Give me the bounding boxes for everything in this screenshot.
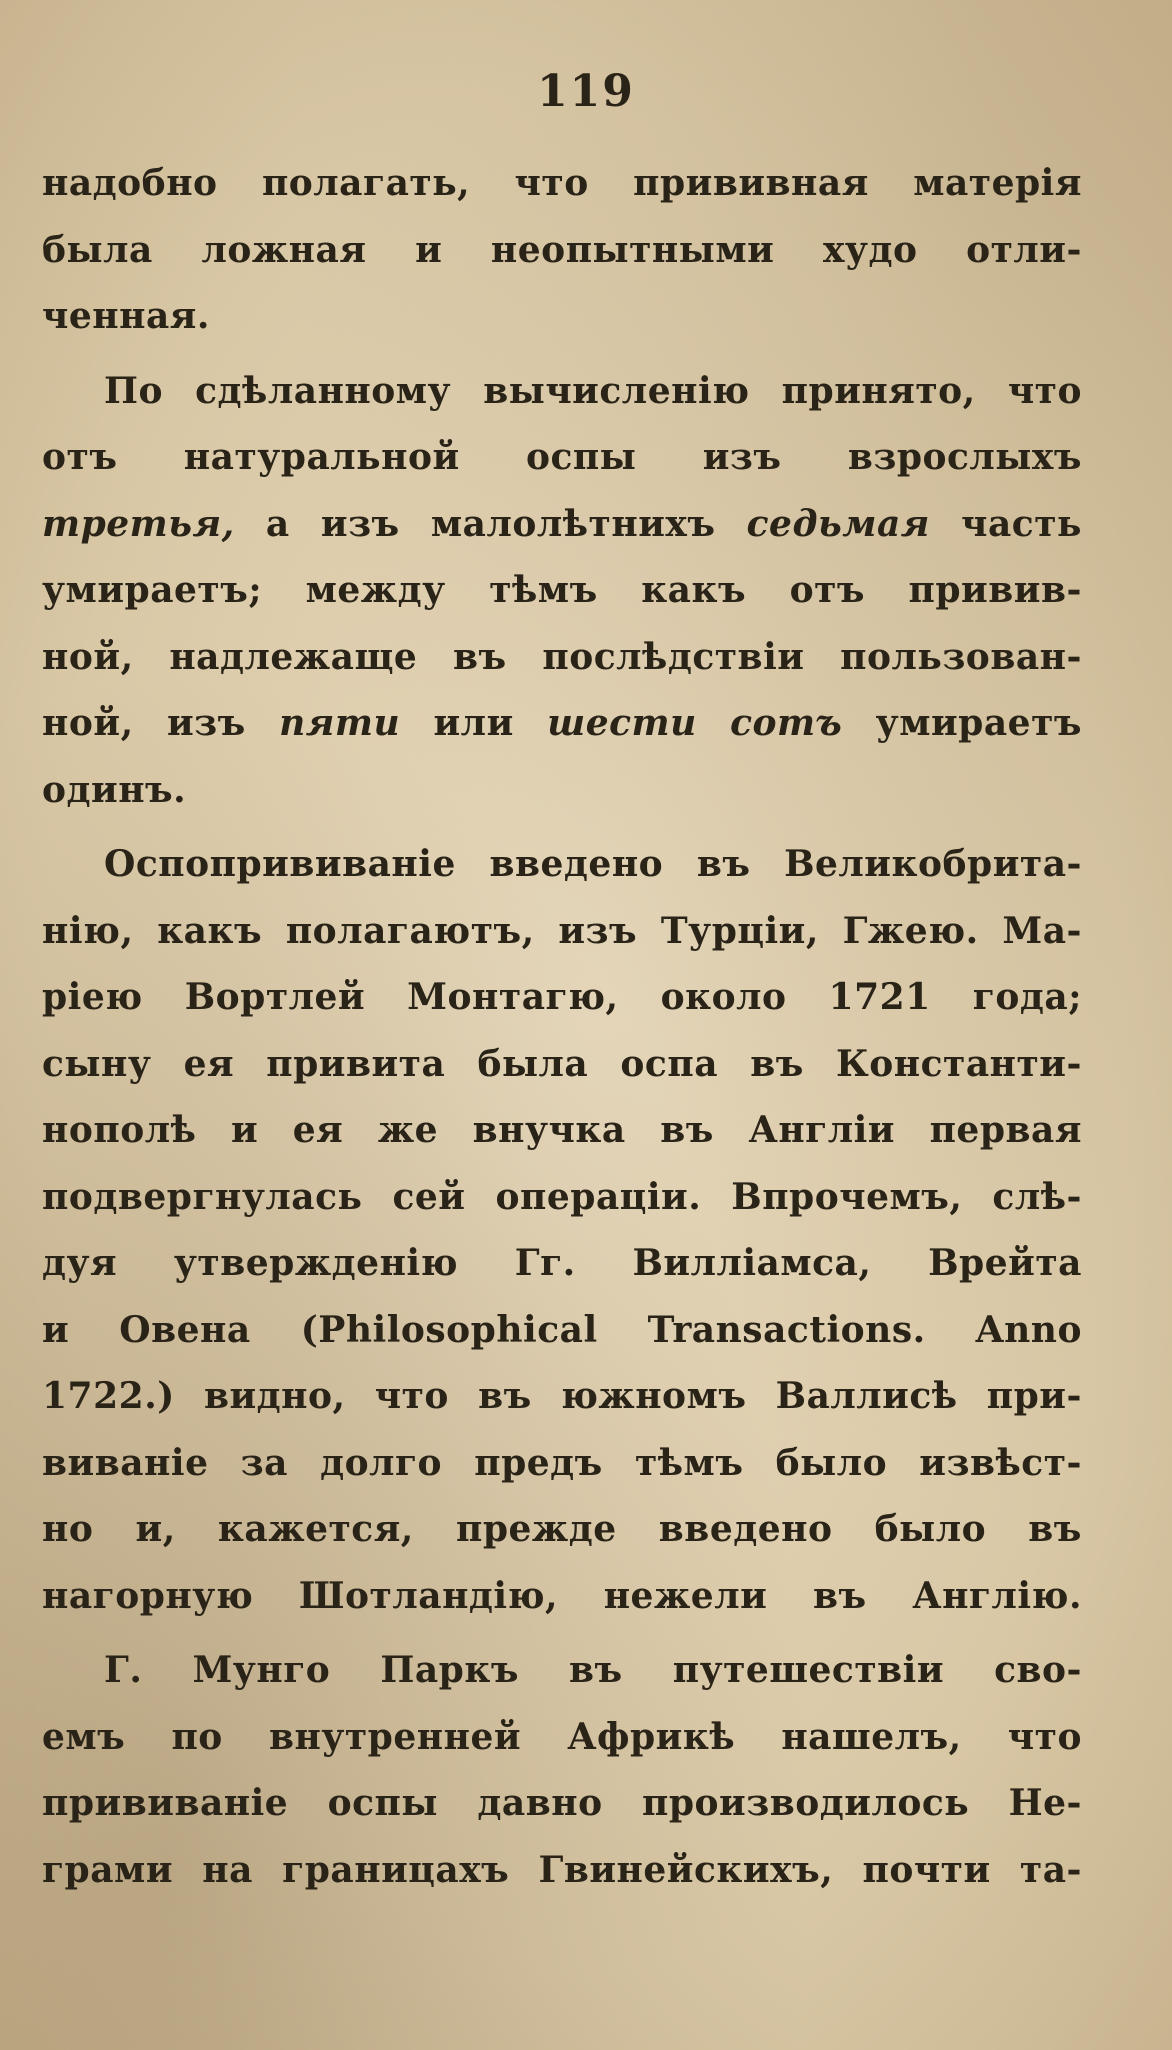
word: вычисленію [483,369,750,412]
word: а [265,502,290,545]
word: отли- [966,228,1082,271]
text-line [42,557,1082,624]
word: одинъ. [42,768,187,811]
word: отъ [789,569,866,611]
word: на [202,1848,253,1891]
word: Гжею. [842,909,979,952]
text-line [42,964,1082,1031]
word: Константи- [835,1042,1082,1085]
word: сдѣланному [195,369,452,412]
word: оспы [327,1782,438,1824]
word: въ [1028,1508,1082,1550]
word: Г. [104,1649,143,1691]
word: по [171,1715,223,1758]
word: первая [929,1109,1082,1151]
word: границахъ [282,1848,510,1891]
word: худо [822,228,918,271]
word: путешествіи [672,1649,945,1691]
word: натуральной [183,436,460,478]
paragraph [42,1637,1082,1903]
word: какъ [641,569,747,611]
word: Паркъ [380,1649,519,1691]
word: въ [812,1574,867,1617]
word: предъ [474,1441,603,1484]
word: Великобрита- [784,843,1082,885]
word: привита [266,1042,446,1085]
text-line [42,424,1082,491]
word: тѣмъ [489,569,598,611]
word: въ [478,1375,532,1417]
word: ея [292,1109,344,1151]
word: ной, [42,702,134,744]
word: изъ [702,436,782,478]
word: По [104,369,164,412]
word: ной, [42,635,134,678]
word: Шотландію, [298,1574,559,1617]
word: отъ [42,436,118,478]
word: полагаютъ, [285,909,535,952]
word: нію, [42,909,134,952]
word: емъ [42,1715,126,1758]
word: сей [392,1175,466,1218]
word: полагать, [261,162,471,204]
word: что [1007,369,1082,412]
word: послѣдствіи [542,635,805,678]
text-line [42,1297,1082,1364]
word: слѣ- [992,1175,1082,1218]
word: Впрочемъ, [731,1175,963,1218]
word: что [1007,1715,1082,1758]
word: тѣмъ [634,1441,744,1484]
text-line [42,1704,1082,1771]
text-line [42,1164,1082,1231]
text-line [42,831,1082,898]
word: Оспопрививаніе [104,843,456,885]
word: Вортлей [184,976,366,1018]
word: введено [658,1508,833,1550]
word: дуя [42,1242,118,1284]
word: долго [320,1441,443,1484]
word: (Philosophical [300,1308,598,1351]
word: около [660,976,787,1018]
word: изъ [558,909,638,952]
word: въ [569,1649,623,1691]
word: умираетъ; [42,569,263,611]
word: что [514,162,589,204]
word: же [377,1109,439,1151]
word: въ [750,1042,804,1085]
paragraph-gap [42,350,1082,358]
word: Монтагю, [407,976,619,1018]
word: третья, [42,502,235,545]
text-line [42,1363,1082,1430]
word: часть [961,502,1082,545]
text-line [42,757,1082,824]
word: и [415,228,443,271]
word: было [874,1508,987,1550]
word: Вилліамса, [632,1242,872,1284]
word: 1721 [828,976,931,1018]
word: 1722.) [42,1375,175,1417]
word: нежели [603,1574,768,1617]
word: внутренней [268,1715,522,1758]
word: Гг. [514,1242,576,1284]
word: Anno [975,1308,1082,1351]
word: надобно [42,162,218,204]
word: ченная. [42,295,210,337]
paragraph [42,831,1082,1629]
word: но [42,1508,94,1550]
word: изъ [166,702,246,744]
word: Гвинейскихъ, [538,1848,834,1891]
word: изъ [320,502,400,545]
word: года; [972,976,1082,1018]
text-line [42,491,1082,558]
word: въ [696,843,751,885]
word: принято, [781,369,976,412]
word: грами [42,1848,174,1891]
word: Англію. [912,1574,1082,1617]
word: привив- [908,569,1082,611]
word: Турціи, [660,909,819,952]
text-line [42,690,1082,757]
word: нагорную [42,1574,254,1617]
text-line [42,1230,1082,1297]
text-line [42,283,1082,350]
text-line [42,1770,1082,1837]
text-line [42,150,1082,217]
word: какъ [157,909,263,952]
text-line [42,217,1082,284]
word: производилось [642,1782,970,1824]
word: и [230,1109,259,1151]
word: или [433,702,514,744]
word: ріею [42,976,143,1018]
word: Англіи [748,1109,895,1151]
word: ея [183,1042,235,1085]
word: Валлисѣ [775,1375,958,1417]
word: прививная [633,162,869,204]
paragraph [42,150,1082,350]
word: при- [986,1375,1082,1417]
word: давно [477,1782,603,1824]
text-line [42,1637,1082,1704]
word: неопытными [490,228,775,271]
word: пяти [279,702,401,744]
word: Врейта [928,1242,1082,1284]
word: седьмая [746,502,930,545]
text-line [42,1097,1082,1164]
word: внучка [472,1109,626,1151]
word: виваніе [42,1441,209,1484]
word: что [374,1375,449,1417]
page-number: 119 [537,66,635,117]
word: была [42,228,153,271]
text-line [42,1563,1082,1630]
word: въ [660,1109,714,1151]
word: Овена [119,1308,251,1351]
word: нополѣ [42,1109,197,1151]
text-line [42,898,1082,965]
word: было [775,1441,888,1484]
word: и, [135,1508,176,1550]
body-text [42,150,1082,1903]
word: сыну [42,1042,152,1085]
word: операціи. [495,1175,702,1218]
word: между [305,569,446,611]
word: нашелъ, [781,1715,962,1758]
word: Не- [1008,1782,1082,1824]
word: Африкѣ [567,1715,736,1758]
word: за [240,1441,288,1484]
word: утвержденію [173,1242,459,1284]
word: взрослыхъ [847,436,1082,478]
word: прежде [455,1508,617,1550]
word: видно, [203,1375,346,1417]
word: оспа [620,1042,719,1085]
word: и [42,1308,70,1351]
word: матерія [913,162,1082,204]
word: Transactions. [647,1308,926,1351]
word: почти [862,1848,991,1891]
word: кажется, [217,1508,414,1550]
paragraph [42,358,1082,824]
word: Мунго [192,1649,331,1691]
paragraph-gap [42,823,1082,831]
word: извѣст- [919,1441,1082,1484]
text-line [42,1031,1082,1098]
word: ложная [201,228,367,271]
text-line [42,1496,1082,1563]
paragraph-gap [42,1629,1082,1637]
word: оспы [526,436,637,478]
word: малолѣтнихъ [430,502,716,545]
text-line [42,358,1082,425]
word: южномъ [560,1375,747,1417]
text-line [42,1430,1082,1497]
word: та- [1019,1848,1082,1891]
word: прививаніе [42,1782,289,1824]
word: подвергнулась [42,1175,363,1218]
text-line [42,1837,1082,1904]
text-line [42,624,1082,691]
word: сотъ [730,702,843,744]
word: умираетъ [875,702,1082,744]
word: шести [547,702,697,744]
word: сво- [994,1649,1082,1691]
word: въ [453,635,507,678]
word: была [477,1042,589,1085]
word: Ма- [1002,909,1082,952]
word: введено [489,843,664,885]
word: надлежаще [169,635,418,678]
word: пользован- [840,635,1082,678]
